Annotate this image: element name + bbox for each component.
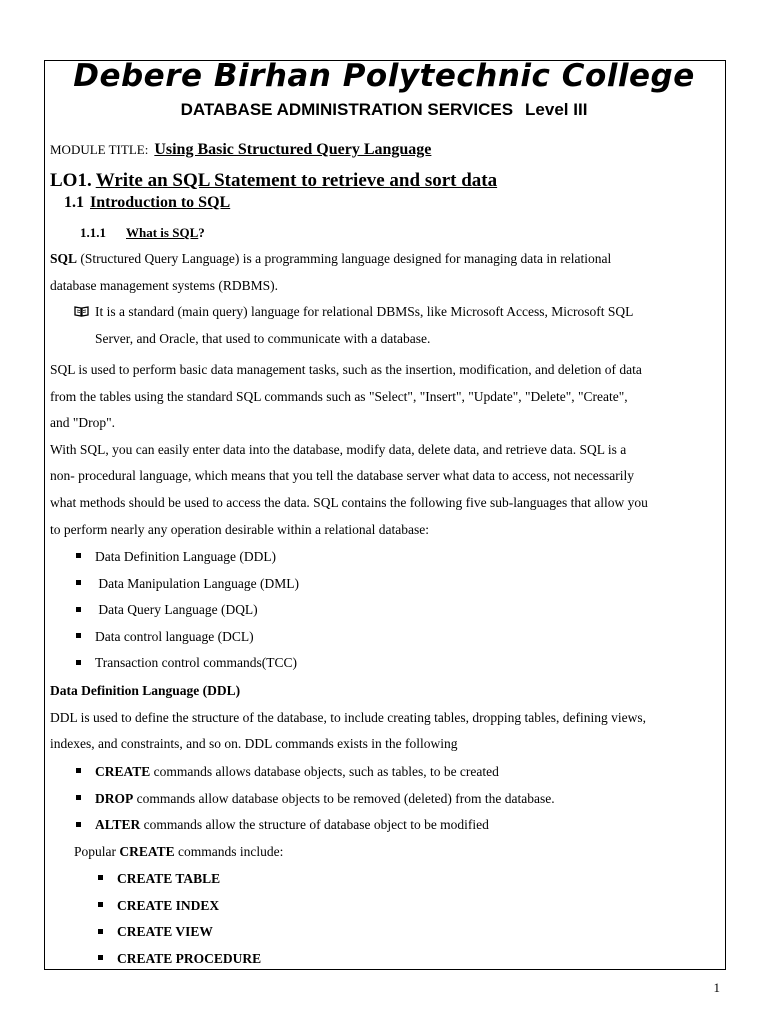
bullet-icon [76,553,81,558]
list-item-text: Data Query Language (DQL) [95,602,258,618]
subsection-heading [80,225,205,241]
create-command-list [98,866,261,972]
list-item-text: Data control language (DCL) [95,628,254,644]
text-line: from the tables using the standard SQL commands such as "Select", "Insert", "Update", "Delete", "Create", [50,388,628,404]
bullet-icon [76,795,81,800]
bullet-icon [76,580,81,585]
list-item [76,571,299,598]
module-title-line [50,141,431,159]
text-span: Popular [74,844,120,859]
bullet-icon [76,768,81,773]
book-icon [74,306,89,317]
bullet-icon [76,633,81,638]
list-item [76,544,299,571]
list-item [76,624,299,651]
text-line: non- procedural language, which means that you tell the database server what data to access, not necessarily [50,468,635,484]
list-item [76,597,299,624]
text-line: indexes, and constraints, and so on. DDL commands exists in the following [50,736,458,752]
sublanguage-list [76,544,299,677]
module-label: MODULE TITLE: [50,142,149,157]
list-item [76,759,555,786]
list-item [76,650,299,677]
text-line: database management systems (RDBMS). [50,277,278,293]
text-span: commands include: [174,844,284,859]
level-label: Level III [525,100,588,119]
command-name: CREATE [95,764,151,779]
module-title: Using Basic Structured Query Language [154,141,432,158]
list-item-text: CREATE TABLE [117,871,221,886]
text-line: to perform nearly any operation desirable within a relational database: [50,521,429,537]
list-item-text: commands allows database objects, such as tables, to be created [150,764,499,779]
section-number: 1.1 [64,194,84,211]
ddl-heading: Data Definition Language (DDL) [50,683,241,698]
command-name: CREATE [119,844,175,859]
ddl-command-list [76,759,555,839]
text-line: and "Drop". [50,415,116,431]
list-item-text: Data Manipulation Language (DML) [95,575,299,591]
paragraph-sql-tasks [50,357,648,543]
list-item [98,946,261,973]
subsection-qmark: ? [198,225,205,240]
department-title [0,100,768,120]
text-line: With SQL, you can easily enter data into the database, modify data, delete data, and retrieve data. SQL is a [50,441,627,457]
text-line: SQL is used to perform basic data management tasks, such as the insertion, modification, and deletion of data [50,362,642,377]
subsection-number: 1.1.1 [80,225,106,240]
ddl-section [50,678,646,758]
department-name: DATABASE ADMINISTRATION SERVICES [180,100,514,119]
bullet-icon [98,875,103,880]
list-item-text: CREATE VIEW [117,924,213,940]
section-heading [64,194,230,212]
list-item [76,786,555,813]
popular-create-intro [74,839,283,866]
list-item-text: CREATE PROCEDURE [117,950,262,966]
list-item-text: Transaction control commands(TCC) [95,655,297,671]
list-item-text: commands allow database objects to be removed (deleted) from the database. [133,790,555,806]
bullet-icon [76,822,81,827]
bullet-icon [98,955,103,960]
list-item [98,866,261,893]
college-title: Debere Birhan Polytechnic College [73,58,695,94]
text-line: DDL is used to define the structure of the database, to include creating tables, dropping tables, defining views, [50,709,646,725]
text-line: Server, and Oracle, that used to communicate with a database. [95,330,431,346]
section-title: Introduction to SQL [90,194,231,211]
text-line: what methods should be used to access the data. SQL contains the following five sub-languages that allow you [50,494,648,510]
command-name: DROP [95,790,134,806]
list-item [98,893,261,920]
list-item [98,919,261,946]
bullet-icon [76,660,81,665]
learning-outcome-heading [50,170,497,192]
list-item-text: commands allow the structure of database object to be modified [140,817,489,833]
page-number: 1 [713,980,720,995]
list-item [76,812,555,839]
command-name: ALTER [95,817,141,833]
note-standard-language [74,299,633,352]
bullet-icon [76,607,81,612]
list-item-text: CREATE INDEX [117,897,220,913]
paragraph-sql-definition [50,246,611,299]
bullet-icon [98,902,103,907]
text-line: It is a standard (main query) language for relational DBMSs, like Microsoft Access, Microsoft SQL [95,304,634,319]
list-item-text: Data Definition Language (DDL) [95,549,277,564]
lo-number: LO1. [50,170,92,191]
bullet-icon [98,929,103,934]
text-line: (Structured Query Language) is a programming language designed for managing data in relational [77,251,612,266]
subsection-title: What is SQL [126,225,199,240]
sql-bold: SQL [50,251,78,266]
lo-title: Write an SQL Statement to retrieve and sort data [95,170,498,191]
